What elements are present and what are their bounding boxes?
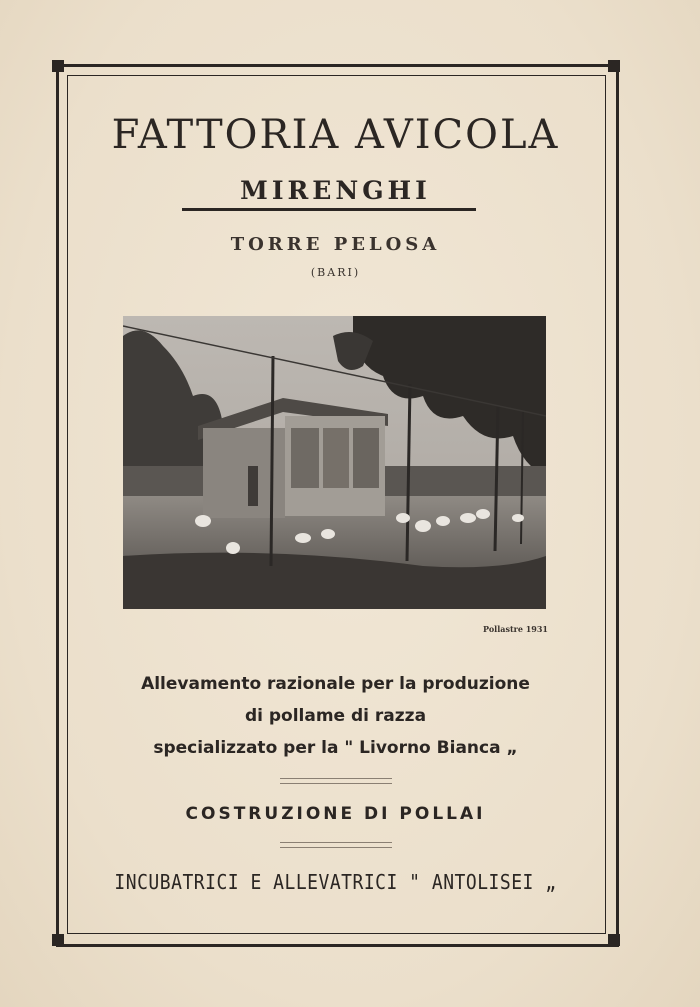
- description-line-1: Allevamento razionale per la produzione: [141, 674, 530, 694]
- description-line-2: di pollame di razza: [244, 706, 427, 726]
- photo-illustration: [123, 316, 546, 609]
- divider-rule: [280, 842, 392, 848]
- divider-rule: [280, 778, 392, 784]
- frame-corner-ornament: [608, 934, 620, 946]
- farm-name: MIRENGHI: [240, 176, 431, 205]
- frame-corner-ornament: [52, 60, 64, 72]
- frame-corner-ornament: [52, 934, 64, 946]
- frame-corner-ornament: [608, 60, 620, 72]
- poultry-farm-photo: [123, 316, 546, 609]
- description-line-3: specializzato per la " Livorno Bianca „: [153, 738, 518, 758]
- section-heading: COSTRUZIONE DI POLLAI: [185, 804, 486, 824]
- farm-name-underline: [182, 208, 476, 211]
- footer-products: INCUBATRICI E ALLEVATRICI " ANTOLISEI „: [114, 870, 557, 895]
- poster-title: FATTORIA AVICOLA: [111, 112, 560, 158]
- location-name: TORRE PELOSA: [230, 234, 441, 255]
- province-name: (BARI): [310, 266, 361, 279]
- photo-caption: Pollastre 1931: [483, 624, 548, 634]
